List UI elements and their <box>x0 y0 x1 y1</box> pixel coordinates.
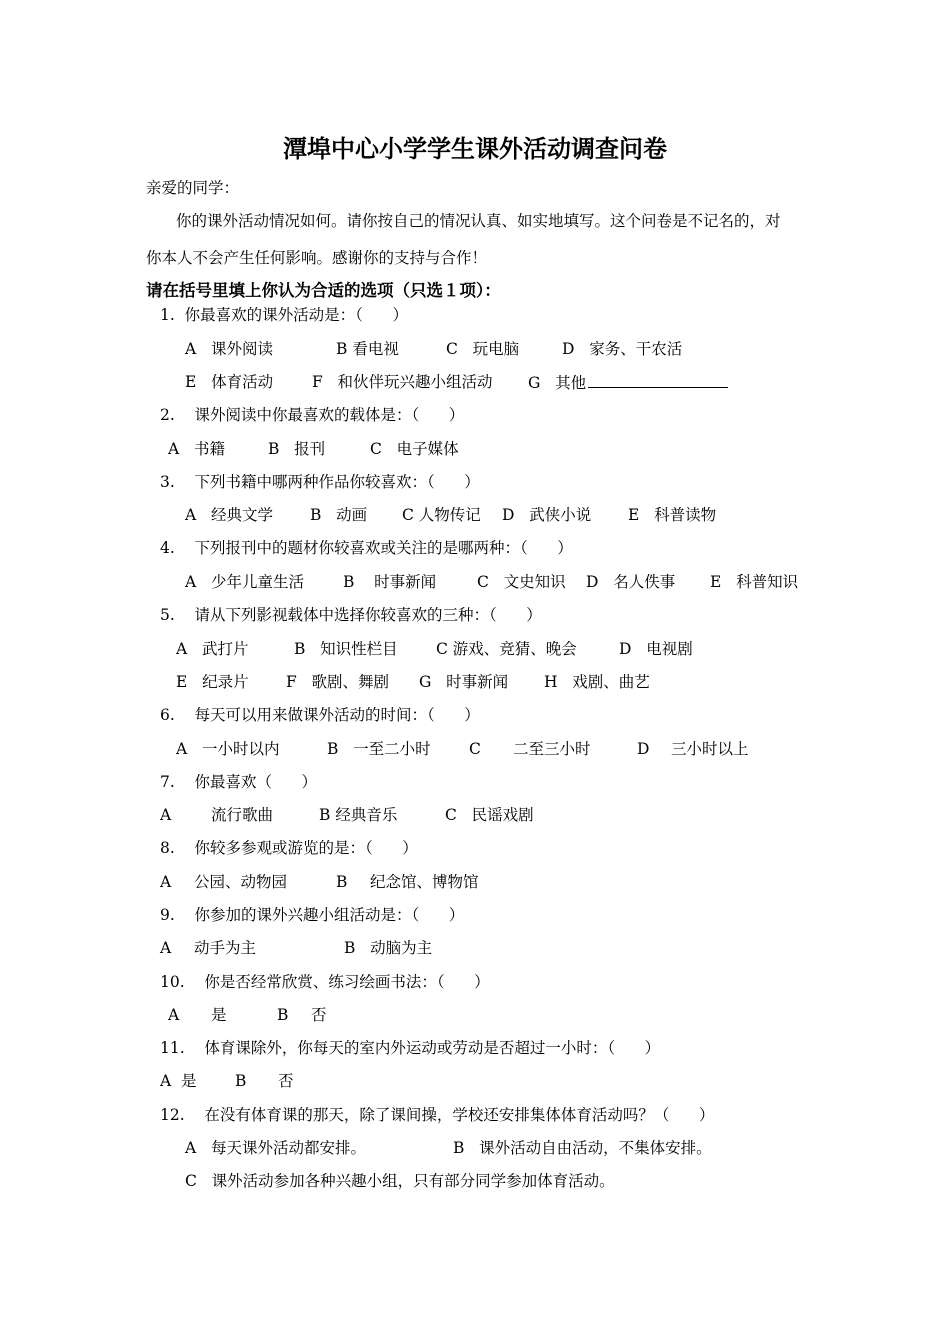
question-6: 6. 每天可以用来做课外活动的时间：（ ） <box>160 706 480 724</box>
fill-in-blank-line[interactable] <box>588 372 728 388</box>
option: A 少年儿童生活 <box>185 573 304 591</box>
option: C 课外活动参加各种兴趣小组，只有部分同学参加体育活动。 <box>185 1172 615 1190</box>
option: A 书籍 <box>168 440 225 458</box>
intro-line-2: 你本人不会产生任何影响。感谢你的支持与合作！ <box>146 249 488 267</box>
option: 公园、动物园 <box>194 873 288 891</box>
option: A <box>168 1006 180 1024</box>
option: A 经典文学 <box>185 506 273 524</box>
option: A 每天课外活动都安排。 <box>185 1139 366 1157</box>
option-with-blank <box>528 372 728 393</box>
option: C 民谣戏剧 <box>445 806 534 824</box>
option: B 经典音乐 <box>319 806 398 824</box>
question-11: 11. 体育课除外，你每天的室内外运动或劳动是否超过一小时：（ ） <box>160 1039 661 1057</box>
option: E 科普知识 <box>710 573 799 591</box>
option: 否 <box>311 1006 327 1024</box>
question-4: 4. 下列报刊中的题材你较喜欢或关注的是哪两种：（ ） <box>160 539 573 557</box>
option: D 家务、干农活 <box>562 340 683 358</box>
option: D 电视剧 <box>619 640 693 658</box>
option: 三小时以上 <box>671 740 749 758</box>
page-title: 潭埠中心小学学生课外活动调查问卷 <box>283 135 667 163</box>
question-9: 9. 你参加的课外兴趣小组活动是：（ ） <box>160 906 465 924</box>
question-5: 5. 请从下列影视载体中选择你较喜欢的三种：（ ） <box>160 606 542 624</box>
option: B <box>277 1006 289 1024</box>
option: E 体育活动 <box>185 373 274 391</box>
option: A <box>160 806 172 824</box>
option: A 课外阅读 <box>185 340 273 358</box>
option: A 一小时以内 <box>176 740 280 758</box>
question-3: 3. 下列书籍中哪两种作品你较喜欢：（ ） <box>160 473 480 491</box>
option: B <box>235 1072 247 1090</box>
option: 纪念馆、博物馆 <box>370 873 479 891</box>
option: C 电子媒体 <box>370 440 459 458</box>
option: 是 <box>211 1006 227 1024</box>
option: B 时事新闻 <box>343 573 437 591</box>
option: B 知识性栏目 <box>294 640 398 658</box>
option: B 课外活动自由活动，不集体安排。 <box>453 1139 712 1157</box>
option: 动手为主 <box>194 939 257 957</box>
question-2: 2. 课外阅读中你最喜欢的载体是：（ ） <box>160 406 465 424</box>
option: F 歌剧、舞剧 <box>286 673 390 691</box>
option: 否 <box>278 1072 294 1090</box>
question-12: 12. 在没有体育课的那天，除了课间操，学校还安排集体体育活动吗？（ ） <box>160 1106 715 1124</box>
option: H 戏剧、曲艺 <box>544 673 650 691</box>
option: C 玩电脑 <box>446 340 520 358</box>
option: A 是 <box>160 1072 197 1090</box>
greeting: 亲爱的同学： <box>146 179 240 197</box>
option: A <box>160 873 172 891</box>
option: B 报刊 <box>268 440 326 458</box>
intro-line-1: 你的课外活动情况如何。请你按自己的情况认真、如实地填写。这个问卷是不记名的，对 <box>176 212 781 230</box>
option: B 看电视 <box>336 340 399 358</box>
question-8: 8. 你较多参观或游览的是：（ ） <box>160 839 418 857</box>
option: C 游戏、竞猜、晚会 <box>436 640 577 658</box>
option: D 武侠小说 <box>502 506 592 524</box>
option: E 科普读物 <box>628 506 717 524</box>
question-10: 10. 你是否经常欣赏、练习绘画书法：（ ） <box>160 973 490 991</box>
option: C 人物传记 <box>402 506 481 524</box>
option: G 其他 <box>528 374 587 392</box>
question-1: 1. 你最喜欢的课外活动是：（ ） <box>160 306 408 324</box>
option: 流行歌曲 <box>211 806 274 824</box>
option: E 纪录片 <box>176 673 249 691</box>
option: C 文史知识 <box>477 573 566 591</box>
option: B <box>336 873 348 891</box>
option: G 时事新闻 <box>419 673 509 691</box>
option: D 名人佚事 <box>586 573 676 591</box>
option: A <box>160 939 172 957</box>
option: A 武打片 <box>176 640 249 658</box>
option: D <box>637 740 650 758</box>
question-7: 7. 你最喜欢（ ） <box>160 773 318 791</box>
option: B 动脑为主 <box>344 939 433 957</box>
instruction: 请在括号里填上你认为合适的选项（只选１项）： <box>146 281 501 300</box>
option: C <box>469 740 481 758</box>
option: 二至三小时 <box>513 740 591 758</box>
option: B 一至二小时 <box>327 740 431 758</box>
option: B 动画 <box>310 506 368 524</box>
option: F 和伙伴玩兴趣小组活动 <box>312 373 493 391</box>
